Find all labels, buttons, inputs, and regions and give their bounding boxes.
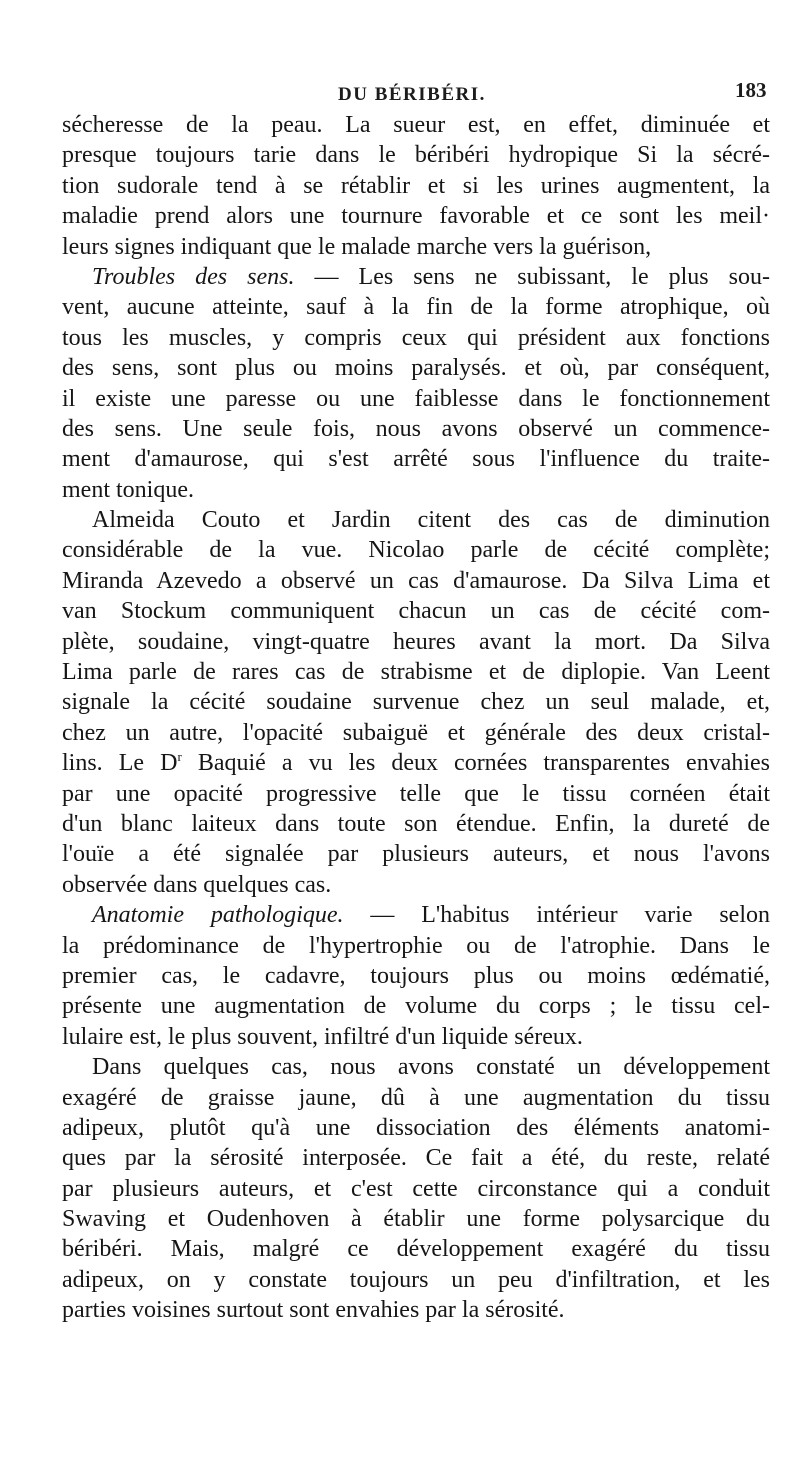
section-heading: Troubles des sens. <box>92 263 295 290</box>
text-line: Almeida Couto et Jardin citent des cas de diminution <box>92 507 770 534</box>
text-line: Swaving et Oudenhoven à établir une forme polysarcique du <box>62 1206 770 1233</box>
text-line: Lima parle de rares cas de strabisme et de diplopie. Van Leent <box>62 659 770 686</box>
text-line: van Stockum communiquent chacun un cas de cécité com- <box>62 598 770 625</box>
text-line: plète, soudaine, vingt-quatre heures avant la mort. Da Silva <box>62 628 770 655</box>
text-line: la prédominance de l'hypertrophie ou de l'atrophie. Dans le <box>62 932 770 959</box>
text-line: Miranda Azevedo a observé un cas d'amaurose. Da Silva Lima et <box>62 567 770 594</box>
text-line: présente une augmentation de volume du corps ; le tissu cel- <box>62 993 770 1020</box>
text-line: chez un autre, l'opacité subaiguë et générale des deux cristal- <box>62 719 770 746</box>
page-number: 183 <box>735 78 767 102</box>
text-line: d'un blanc laiteux dans toute son étendue. Enfin, la dureté de <box>62 810 770 837</box>
text-line: considérable de la vue. Nicolao parle de cécité complète; <box>62 537 770 564</box>
text-line: tous les muscles, y compris ceux qui président aux fonctions <box>62 324 770 351</box>
text-line: des sens, sont plus ou moins paralysés. et où, par conséquent, <box>62 355 770 382</box>
text-line: ques par la sérosité interposée. Ce fait a été, du reste, relaté <box>62 1145 770 1172</box>
text-line: exagéré de graisse jaune, dû à une augmentation du tissu <box>62 1084 770 1111</box>
text-line: par une opacité progressive telle que le tissu cornéen était <box>62 780 770 807</box>
text-line: maladie prend alors une tournure favorable et ce sont les meil· <box>62 203 770 230</box>
text-line <box>62 748 770 778</box>
text-line: signale la cécité soudaine survenue chez un seul malade, et, <box>62 689 770 716</box>
text-line: par plusieurs auteurs, et c'est cette circonstance qui a conduit <box>62 1175 770 1202</box>
text-line: presque toujours tarie dans le béribéri hydropique Si la sécré- <box>62 142 770 169</box>
text-line: sécheresse de la peau. La sueur est, en effet, diminuée et <box>62 112 770 138</box>
text-line: leurs signes indiquant que le malade marche vers la guérison, <box>62 233 652 260</box>
superscript: r <box>177 749 182 765</box>
text-line: ment tonique. <box>62 476 194 503</box>
text-line <box>62 900 770 930</box>
text-run: — Les sens ne subissant, le plus sou- <box>294 263 770 290</box>
text-line: des sens. Une seule fois, nous avons observé un commence- <box>62 415 770 442</box>
text-line: ment d'amaurose, qui s'est arrêté sous l'influence du traite- <box>62 446 770 473</box>
text-line: observée dans quelques cas. <box>62 871 332 898</box>
running-title: DU BÉRIBÉRI. <box>338 84 486 105</box>
text-run: lins. Le D <box>62 750 178 777</box>
section-heading: Anatomie pathologique. <box>92 902 344 929</box>
text-line: parties voisines surtout sont envahies par la sérosité. <box>62 1297 565 1324</box>
text-line: il existe une paresse ou une faiblesse dans le fonctionnement <box>62 385 770 412</box>
text-run: Baquié a vu les deux cornées transparentes envahies <box>181 750 771 777</box>
text-line: Dans quelques cas, nous avons constaté un développement <box>92 1054 770 1081</box>
text-line: béribéri. Mais, malgré ce développement exagéré du tissu <box>62 1236 770 1263</box>
text-line: adipeux, on y constate toujours un peu d'infiltration, et les <box>62 1266 770 1293</box>
body-text <box>62 110 770 1326</box>
text-line: l'ouïe a été signalée par plusieurs auteurs, et nous l'avons <box>62 841 770 868</box>
text-run: — L'habitus intérieur varie selon <box>343 902 771 929</box>
text-line: adipeux, plutôt qu'à une dissociation des éléments anatomi- <box>62 1114 770 1141</box>
text-line: premier cas, le cadavre, toujours plus ou moins œdématié, <box>62 962 770 989</box>
text-line: lulaire est, le plus souvent, infiltré d'un liquide séreux. <box>62 1023 583 1050</box>
text-line: tion sudorale tend à se rétablir et si les urines augmentent, la <box>62 172 770 199</box>
running-head <box>0 78 800 108</box>
text-line <box>62 262 770 292</box>
text-line: vent, aucune atteinte, sauf à la fin de la forme atrophique, où <box>62 294 770 321</box>
